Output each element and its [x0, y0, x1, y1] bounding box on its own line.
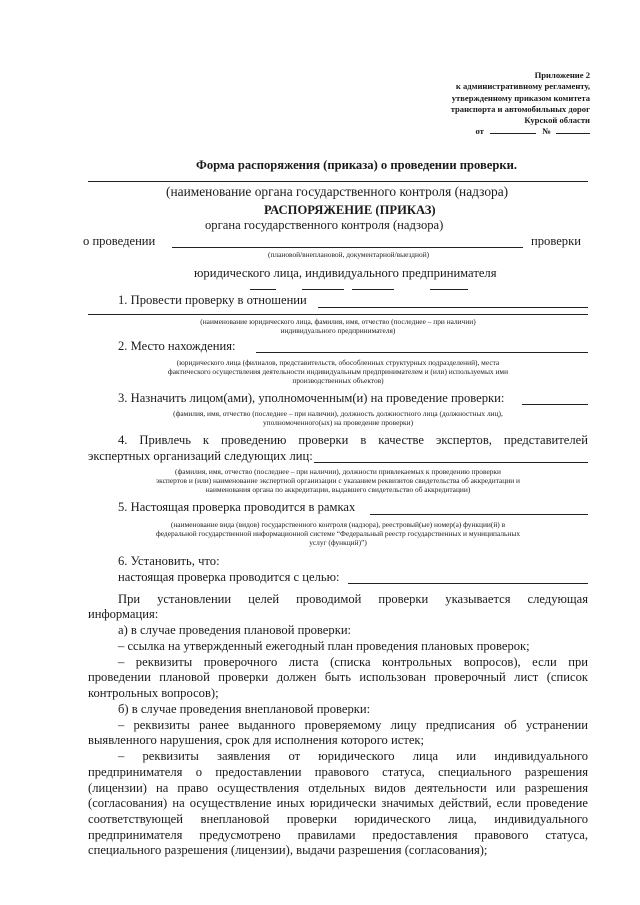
item3-hint: уполномоченного(ых) на проведение проверки) [262, 418, 414, 427]
body-line: При установлении целей проводимой проверки указывается следующая [118, 592, 588, 606]
body-line-wrap [88, 812, 588, 828]
item2-label: 2. Место нахождения: [118, 339, 236, 353]
section-b-item [88, 718, 588, 734]
blank-line [302, 289, 344, 290]
number-field[interactable] [556, 133, 590, 134]
inspection-type-field[interactable] [172, 247, 523, 248]
inspection-label: проверки [531, 234, 581, 248]
appendix-line: Приложение 2 [534, 70, 590, 80]
item4-line: 4. Привлечь к проведению проверки в качестве экспертов, представителей [118, 433, 588, 447]
authority-name-hint: (наименование органа государственного контроля (надзора) [166, 184, 509, 199]
body-line: проведении плановой проверки должен быть использован проверочный лист (список [88, 670, 588, 684]
body-line: – реквизиты заявления от юридического лица или индивидуального [118, 749, 588, 763]
item4-paragraph [88, 433, 588, 449]
body-line: выявленного нарушения, срок для исполнения которого истек; [88, 733, 425, 747]
item1-field[interactable] [318, 307, 588, 308]
blank-line [352, 289, 394, 290]
body-line: (согласования) на осуществление иных юридически значимых действий, если проведение [88, 796, 588, 810]
body-line: – реквизиты проверочного листа (списка контрольных вопросов), если при [118, 655, 588, 669]
item3-field[interactable] [522, 404, 588, 405]
body-line: предпринимателя о предоставлении правового статуса, специального разрешения [88, 765, 588, 779]
blank-line [430, 289, 468, 290]
item4-hint: (фамилия, имя, отчество (последнее – при наличии), должности привлекаемых к проведению проверки [175, 467, 501, 476]
item5-label: 5. Настоящая проверка проводится в рамках [118, 500, 356, 514]
inspection-type-hint: (плановой/внеплановой, документарной/выездной) [268, 250, 430, 259]
body-line-wrap [88, 765, 588, 781]
body-line-wrap [88, 796, 588, 812]
item1-hint: (наименование юридического лица, фамилия, имя, отчество (последнее – при наличии) [200, 317, 476, 326]
section-a-label: а) в случае проведения плановой проверки: [118, 623, 352, 637]
blank-line [250, 289, 276, 290]
item5-hint: (наименование вида (видов) государственного контроля (надзора), реестровый(ые) номер(а) функции(й) в [170, 520, 506, 529]
purpose-field[interactable] [348, 583, 588, 584]
item1-label: 1. Провести проверку в отношении [118, 293, 307, 307]
item2-field[interactable] [256, 352, 588, 353]
item5-hint: федеральной государственной информационной системе “Федеральный реестр государственных и муниципальных [155, 529, 521, 538]
body-line: соответствующей внеплановой проверки юридического лица, индивидуального [88, 812, 588, 826]
item2-hint: (юридического лица (филиалов, представительств, обособленных структурных подразделений), места [176, 358, 500, 367]
section-b-label: б) в случае проведения внеплановой проверки: [118, 702, 371, 716]
body-line: контрольных вопросов); [88, 686, 219, 700]
body-line: – реквизиты ранее выданного проверяемому лицу предписания об устранении [118, 718, 588, 732]
appendix-line: транспорта и автомобильных дорог [450, 103, 590, 114]
number-label: № [542, 126, 551, 137]
appendix-block [451, 70, 590, 138]
item4-field[interactable] [314, 462, 588, 463]
body-paragraph [88, 592, 588, 608]
body-line: специального разрешения (лицензии), выдачи разрешения (согласования); [88, 843, 488, 857]
authority-name-line[interactable] [88, 181, 588, 182]
section-b-item [88, 749, 588, 765]
authority-subtitle: органа государственного контроля (надзора) [205, 218, 444, 232]
date-label: от [475, 126, 484, 137]
section-a-item [88, 670, 588, 686]
item6-purpose: настоящая проверка проводится с целью: [118, 570, 340, 584]
appendix-line: Курской области [524, 115, 590, 126]
item2-hint: фактического осуществления деятельности индивидуальным предпринимателем и (или) используемых ими [167, 367, 509, 376]
document-type: РАСПОРЯЖЕНИЕ (ПРИКАЗ) [264, 203, 436, 217]
item6-label: 6. Установить, что: [118, 554, 220, 568]
section-a-item [88, 655, 588, 671]
item3-hint: (фамилия, имя, отчество (последнее – при наличии), должность должностного лица (должностных лиц), [173, 409, 503, 418]
item5-hint: услуг (функций)”) [309, 538, 367, 547]
body-line-wrap [88, 828, 588, 844]
body-line: (лицензии) на право осуществления отдельных видов деятельности или разрешения [88, 781, 588, 795]
form-title: Форма распоряжения (приказа) о проведении проверки. [196, 158, 518, 172]
body-line-wrap [88, 781, 588, 797]
date-field[interactable] [490, 133, 536, 134]
item1-hint: индивидуального предпринимателя) [280, 326, 396, 335]
conducting-label: о проведении [83, 234, 156, 248]
item2-hint: производственных объектов) [292, 376, 384, 385]
appendix-line: утвержденному приказом комитета [451, 92, 590, 103]
body-line: информация: [88, 607, 159, 621]
item4-hint: наименования органа по аккредитации, выдавшего свидетельство об аккредитации) [205, 485, 471, 494]
item4-line: экспертных организаций следующих лиц: [88, 449, 313, 463]
appendix-line: к административному регламенту, [455, 81, 590, 92]
section-a-item: – ссылка на утвержденный ежегодный план проведения плановых проверок; [118, 639, 530, 653]
subject-line: юридического лица, индивидуального предпринимателя [194, 266, 497, 280]
appendix-date-number-row [451, 126, 590, 137]
body-line: предпринимателя предусмотрено правилами предоставления правового статуса, [88, 828, 588, 842]
item5-field[interactable] [370, 514, 588, 515]
item3-label: 3. Назначить лицом(ами), уполномоченным(и) на проведение проверки: [118, 391, 505, 405]
item4-hint: экспертов и (или) наименование экспертной организации с указанием реквизитов свидетельства об аккредитации и [156, 476, 520, 485]
item1-field-continuation[interactable] [88, 314, 588, 315]
